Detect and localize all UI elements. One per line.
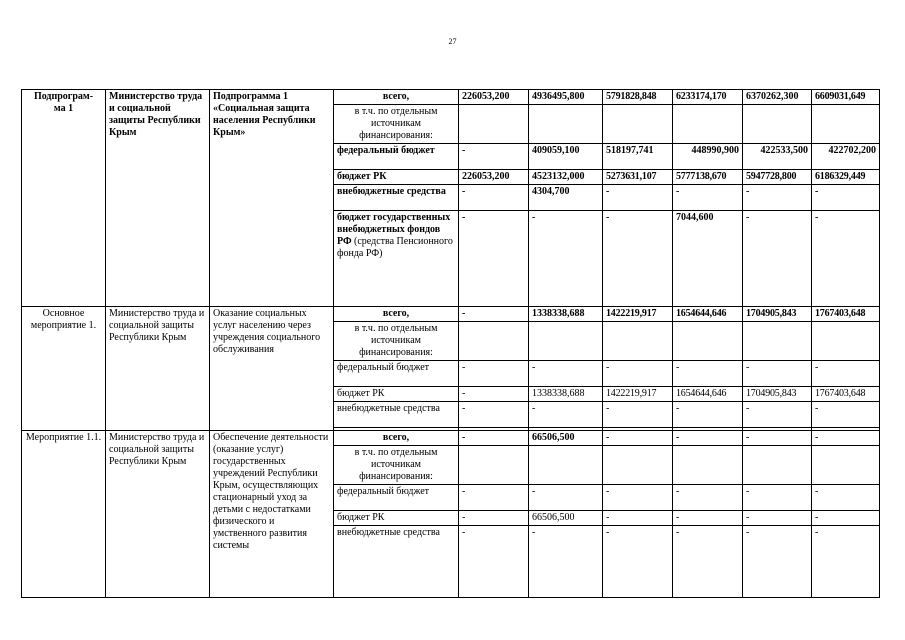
value-cell: - <box>743 402 812 428</box>
value-cell: - <box>673 185 743 211</box>
value-cell: - <box>459 431 529 446</box>
value-cell: 5947728,800 <box>743 170 812 185</box>
value-cell: - <box>743 211 812 307</box>
value-cell: 1422219,917 <box>603 387 673 402</box>
value-cell: - <box>673 402 743 428</box>
value-cell: - <box>743 185 812 211</box>
sources-label: в т.ч. по отдельным источникам финансирования: <box>334 105 459 144</box>
rk-budget-label: бюджет РК <box>334 170 459 185</box>
value-cell: 5777138,670 <box>673 170 743 185</box>
value-cell: - <box>603 526 673 598</box>
value-cell: 1338338,688 <box>529 387 603 402</box>
value-cell: 4936495,800 <box>529 90 603 105</box>
value-cell: 1422219,917 <box>603 307 673 322</box>
value-cell: 7044,600 <box>673 211 743 307</box>
value-cell: 6370262,300 <box>743 90 812 105</box>
total-label: всего, <box>334 431 459 446</box>
value-cell: - <box>673 485 743 511</box>
value-cell: - <box>459 361 529 387</box>
value-cell: - <box>743 361 812 387</box>
value-cell: - <box>673 431 743 446</box>
value-cell: 6186329,449 <box>812 170 880 185</box>
value-cell: - <box>603 361 673 387</box>
value-cell: - <box>459 402 529 428</box>
program-name-cell: Подпрограмма 1 «Социальная защита населения Республики Крым» <box>210 90 334 307</box>
page-number: 27 <box>448 37 457 46</box>
value-cell: 1338338,688 <box>529 307 603 322</box>
state-funds-label-main: бюджет государственных внебюджетных фондов РФ <box>337 212 451 247</box>
value-cell: - <box>673 511 743 526</box>
extrabudget-label: внебюджетные средства <box>334 402 459 428</box>
state-funds-label <box>334 211 459 307</box>
value-cell: 1704905,843 <box>743 307 812 322</box>
value-cell: - <box>743 485 812 511</box>
value-cell: - <box>529 485 603 511</box>
value-cell: - <box>459 144 529 170</box>
value-cell: 1767403,648 <box>812 307 880 322</box>
federal-budget-label: федеральный бюджет <box>334 485 459 511</box>
state-funds-label-note: (средства Пенсионного фонда РФ) <box>337 236 453 259</box>
federal-budget-label: федеральный бюджет <box>334 361 459 387</box>
extrabudget-label: внебюджетные средства <box>334 526 459 598</box>
value-cell: 1654644,646 <box>673 387 743 402</box>
table-row <box>22 307 880 322</box>
value-cell: - <box>459 511 529 526</box>
table-row <box>22 431 880 446</box>
value-cell: - <box>603 431 673 446</box>
value-cell: - <box>603 485 673 511</box>
value-cell: - <box>673 526 743 598</box>
value-cell: 1704905,843 <box>743 387 812 402</box>
value-cell: - <box>459 185 529 211</box>
value-cell: 1767403,648 <box>812 387 880 402</box>
sources-label: в т.ч. по отдельным источникам финансирования: <box>334 446 459 485</box>
value-cell: - <box>603 402 673 428</box>
value-cell: 448990,900 <box>673 144 743 170</box>
rk-budget-label: бюджет РК <box>334 387 459 402</box>
value-cell: - <box>743 511 812 526</box>
value-cell: - <box>812 185 880 211</box>
value-cell: - <box>743 526 812 598</box>
program-code-cell: Подпрограм- ма 1 <box>22 90 106 307</box>
value-cell: 422533,500 <box>743 144 812 170</box>
rk-budget-label: бюджет РК <box>334 511 459 526</box>
value-cell: - <box>603 211 673 307</box>
value-cell: 518197,741 <box>603 144 673 170</box>
value-cell: 1654644,646 <box>673 307 743 322</box>
value-cell: 5791828,848 <box>603 90 673 105</box>
value-cell: - <box>529 361 603 387</box>
value-cell: - <box>529 211 603 307</box>
executor-cell: Министерство труда и социальной защиты Республики Крым <box>106 307 210 431</box>
program-code-cell: Мероприятие 1.1. <box>22 431 106 598</box>
value-cell: - <box>459 307 529 322</box>
executor-cell: Министерство труда и социальной защиты Республики Крым <box>106 90 210 307</box>
sources-label: в т.ч. по отдельным источникам финансирования: <box>334 322 459 361</box>
value-cell: 66506,500 <box>529 431 603 446</box>
federal-budget-label: федеральный бюджет <box>334 144 459 170</box>
value-cell: - <box>743 431 812 446</box>
value-cell: 4304,700 <box>529 185 603 211</box>
total-label: всего, <box>334 90 459 105</box>
value-cell: - <box>812 361 880 387</box>
value-cell: - <box>673 361 743 387</box>
budget-table <box>21 89 880 598</box>
value-cell: 226053,200 <box>459 90 529 105</box>
value-cell: - <box>459 387 529 402</box>
value-cell: - <box>529 526 603 598</box>
program-code-cell: Основное мероприятие 1. <box>22 307 106 431</box>
value-cell: - <box>529 402 603 428</box>
value-cell: - <box>812 402 880 428</box>
value-cell: - <box>812 511 880 526</box>
value-cell: - <box>812 485 880 511</box>
executor-cell: Министерство труда и социальной защиты Республики Крым <box>106 431 210 598</box>
program-name-cell: Обеспечение деятельности (оказание услуг) государственных учреждений Республики Крым, осуществляющих стационарный уход за детьми с недостатками физического и умственного развития системы <box>210 431 334 598</box>
value-cell: 6233174,170 <box>673 90 743 105</box>
value-cell: - <box>459 211 529 307</box>
value-cell: 226053,200 <box>459 170 529 185</box>
table-row <box>22 90 880 105</box>
value-cell: - <box>812 526 880 598</box>
value-cell: - <box>603 511 673 526</box>
extrabudget-label: внебюджетные средства <box>334 185 459 211</box>
value-cell: - <box>812 211 880 307</box>
value-cell: 422702,200 <box>812 144 880 170</box>
value-cell: - <box>459 526 529 598</box>
value-cell: 409059,100 <box>529 144 603 170</box>
value-cell: 5273631,107 <box>603 170 673 185</box>
value-cell: - <box>812 431 880 446</box>
value-cell: 4523132,000 <box>529 170 603 185</box>
total-label: всего, <box>334 307 459 322</box>
value-cell: - <box>603 185 673 211</box>
program-name-cell: Оказание социальных услуг населению через учреждения социального обслуживания <box>210 307 334 431</box>
value-cell: - <box>459 485 529 511</box>
value-cell: 6609031,649 <box>812 90 880 105</box>
value-cell: 66506,500 <box>529 511 603 526</box>
